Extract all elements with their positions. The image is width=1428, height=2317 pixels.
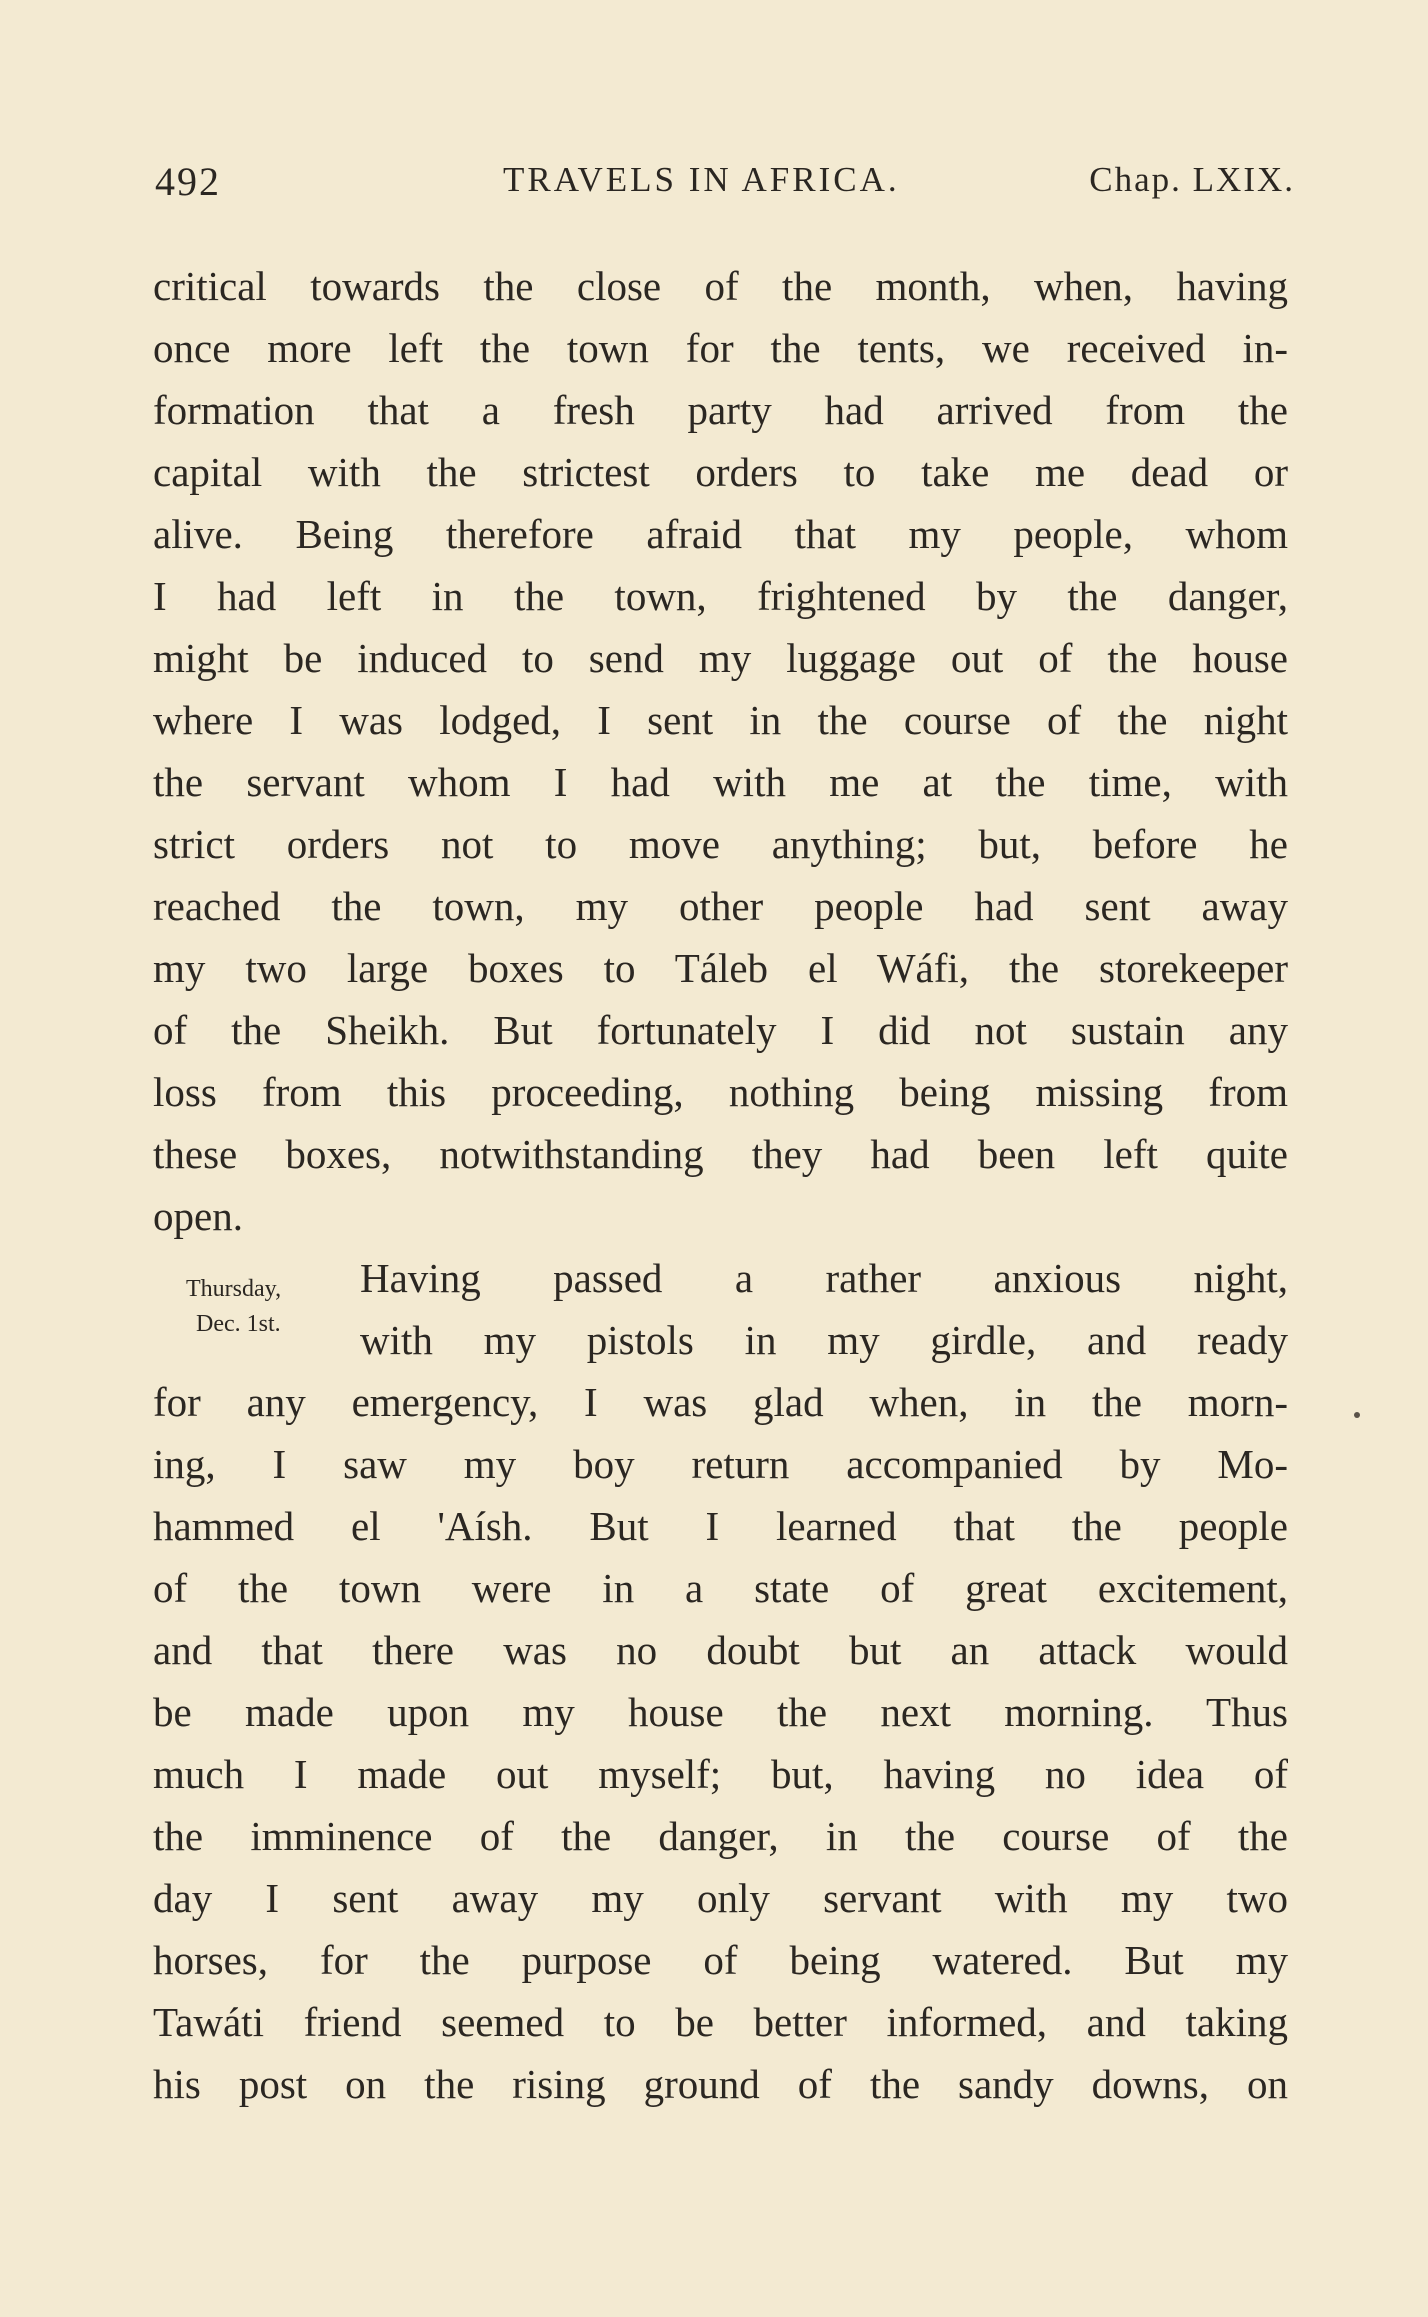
text-line: hammed el 'Aísh. But I learned that the people [153,1503,1288,1549]
text-line: the imminence of the danger, in the course of the [153,1813,1288,1859]
text-line: and that there was no doubt but an attack would [153,1627,1288,1673]
body-text [153,255,1288,2115]
text-line: horses, for the purpose of being watered. But my [153,1937,1288,1983]
text-line: with my pistols in my girdle, and ready [360,1317,1288,1363]
text-line: alive. Being therefore afraid that my people, whom [153,511,1288,557]
text-line: these boxes, notwithstanding they had been left quite [153,1131,1288,1177]
text-line: open. [153,1193,243,1239]
text-line: capital with the strictest orders to take me dead or [153,449,1288,495]
text-line: for any emergency, I was glad when, in the morn- [153,1379,1288,1425]
chapter-label: Chap. LXIX. [1089,160,1295,199]
running-title: TRAVELS IN AFRICA. [503,160,900,199]
text-line: loss from this proceeding, nothing being missing from [153,1069,1288,1115]
text-line: of the town were in a state of great excitement, [153,1565,1288,1611]
text-line: formation that a fresh party had arrived from the [153,387,1288,433]
text-line: once more left the town for the tents, we received in- [153,325,1288,371]
text-line: his post on the rising ground of the sandy downs, on [153,2061,1288,2107]
text-line: ing, I saw my boy return accompanied by Mo- [153,1441,1288,1487]
text-line: be made upon my house the next morning. Thus [153,1689,1288,1735]
running-head [155,158,1295,208]
margin-note-day: Thursday, [186,1276,282,1302]
text-line: day I sent away my only servant with my two [153,1875,1288,1921]
page-number: 492 [155,159,221,204]
text-line: much I made out myself; but, having no idea of [153,1751,1288,1797]
margin-note-date: Dec. 1st. [196,1311,281,1337]
text-line: Tawáti friend seemed to be better informed, and taking [153,1999,1288,2045]
text-line: strict orders not to move anything; but, before he [153,821,1288,867]
text-line: where I was lodged, I sent in the course of the night [153,697,1288,743]
text-line: of the Sheikh. But fortunately I did not sustain any [153,1007,1288,1053]
text-line: Having passed a rather anxious night, [360,1255,1288,1301]
text-line: might be induced to send my luggage out of the house [153,635,1288,681]
text-line: I had left in the town, frightened by the danger, [153,573,1288,619]
ink-speck [1354,1412,1360,1418]
text-line: critical towards the close of the month, when, having [153,263,1288,309]
text-line: my two large boxes to Táleb el Wáfi, the storekeeper [153,945,1288,991]
text-line: the servant whom I had with me at the time, with [153,759,1288,805]
text-line: reached the town, my other people had sent away [153,883,1288,929]
